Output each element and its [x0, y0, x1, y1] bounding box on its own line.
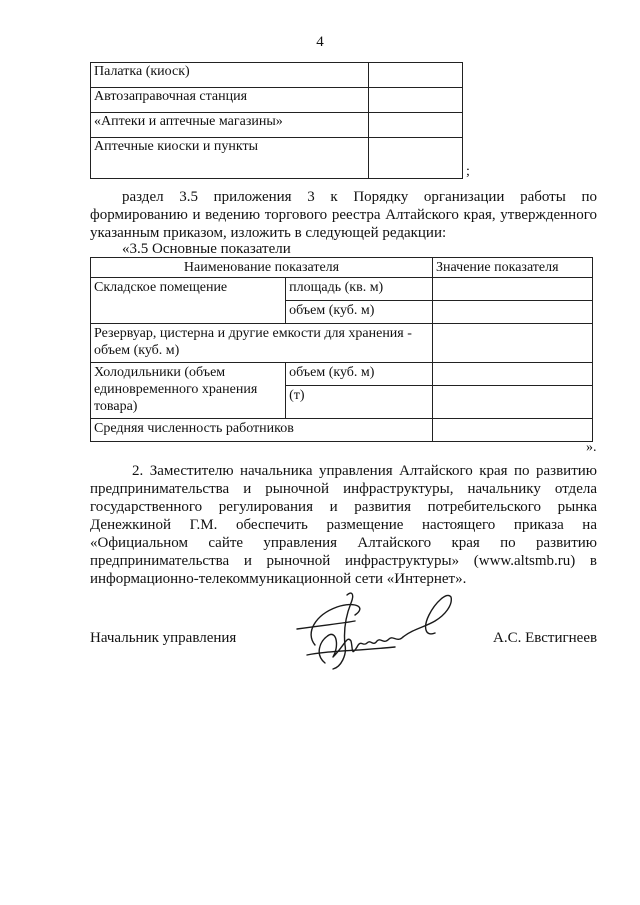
table-row [91, 419, 593, 442]
value-cell [433, 278, 593, 301]
value-cell [433, 363, 593, 386]
indicators-table [90, 257, 593, 442]
table-row [91, 63, 463, 88]
header-value: Значение показателя [433, 258, 593, 278]
table-cell-value [369, 113, 463, 138]
table-cell-name: Палатка (киоск) [91, 63, 369, 88]
table-end-semicolon: ; [466, 164, 470, 179]
signature-title: Начальник управления [90, 630, 237, 646]
table-cell-value [369, 63, 463, 88]
table-cell-value [369, 88, 463, 113]
table-row [91, 88, 463, 113]
table-row [91, 363, 593, 386]
fridges-tons-label: (т) [286, 386, 433, 419]
value-cell [433, 301, 593, 324]
table-row [91, 324, 593, 363]
value-cell [433, 419, 593, 442]
value-cell [433, 324, 593, 363]
table-end-quote: ». [586, 440, 597, 455]
warehouse-label: Складское помещение [91, 278, 286, 324]
page-number: 4 [316, 34, 324, 50]
header-name: Наименование показателя [91, 258, 433, 278]
signature-name: А.С. Евстигнеев [493, 630, 598, 646]
handwritten-signature [285, 585, 465, 675]
table-cell-name: «Аптеки и аптечные магазины» [91, 113, 369, 138]
table-cell-name: Автозаправочная станция [91, 88, 369, 113]
value-cell [433, 386, 593, 419]
employees-label: Средняя численность работников [91, 419, 433, 442]
volume-label: объем (куб. м) [286, 301, 433, 324]
fridges-volume-label: объем (куб. м) [286, 363, 433, 386]
paragraph-instruction: 2. Заместителю начальника управления Алтайского края по развитию предпринимательства и рыночной инфраструктуры, начальнику отдела государственного регулирования и развития потребительского рынка Денежкиной Г.М. обеспечить размещение настоящего приказа на «Официальном сайте управления Алтайского края по развитию предпринимательства и рыночной инфраструктуры» (www.altsmb.ru) в информационно-телекоммуникационной сети «Интернет». [90, 463, 597, 587]
fridges-label: Холодильники (объем единовременного хранения товара) [91, 363, 286, 419]
table-row [91, 278, 593, 301]
table-cell-name: Аптечные киоски и пункты [91, 138, 369, 179]
table-row [91, 138, 463, 179]
table-header-row [91, 258, 593, 278]
area-label: площадь (кв. м) [286, 278, 433, 301]
table-cell-value [369, 138, 463, 179]
reservoir-label: Резервуар, цистерна и другие емкости для хранения - объем (куб. м) [91, 324, 433, 363]
table-row [91, 113, 463, 138]
section-title: «3.5 Основные показатели [122, 241, 291, 257]
paragraph-section-change: раздел 3.5 приложения 3 к Порядку организации работы по формированию и ведению торгового реестра Алтайского края, утвержденного указанным приказом, изложить в следующей редакции: [90, 189, 597, 241]
object-types-table [90, 62, 463, 179]
